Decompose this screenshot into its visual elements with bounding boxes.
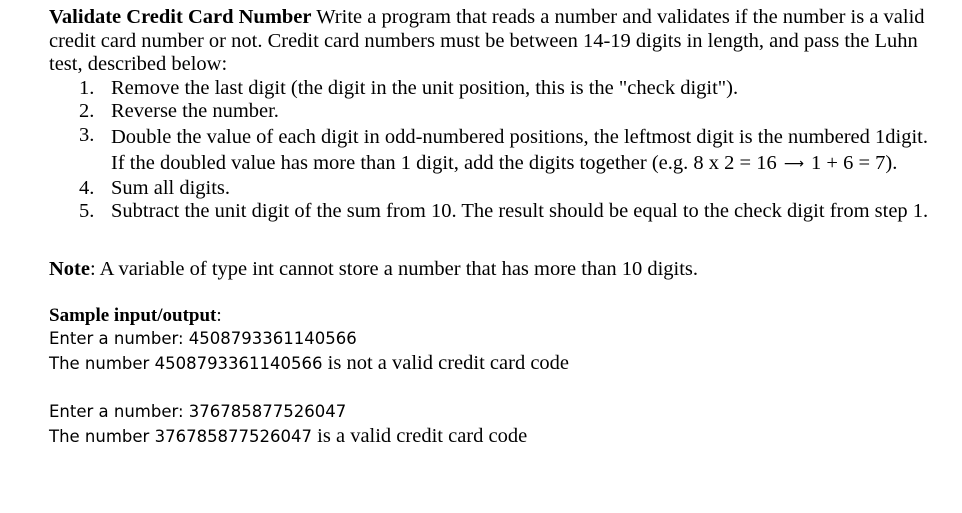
- note-label: Note: [49, 257, 90, 280]
- sample-result-line: [49, 424, 939, 449]
- intro-paragraph: [49, 6, 939, 77]
- sample-run-2: [49, 400, 939, 449]
- note-text: : A variable of type int cannot store a number that has more than 10 digits.: [89, 257, 699, 280]
- step-number: 5.: [79, 200, 95, 222]
- sample-result-prefix: The number 376785877526047: [49, 427, 313, 446]
- step-3: [49, 124, 939, 177]
- luhn-steps-list: [49, 77, 939, 224]
- document-page: [49, 6, 939, 449]
- intro-text: Write a program that reads a number and validates if the number is a valid credit card number or not. Credit card numbers must be between 14-19 digits in length, and pass the Luhn test, described below:: [49, 6, 925, 75]
- sample-heading-label: Sample input/output: [49, 305, 217, 326]
- sample-result-prefix: The number 4508793361140566: [49, 354, 323, 373]
- step-2: [49, 100, 939, 124]
- step-text: Remove the last digit (the digit in the unit position, this is the "check digit").: [111, 76, 739, 99]
- sample-heading-colon: :: [216, 305, 222, 326]
- step-number: 1.: [79, 76, 95, 99]
- step-number: 2.: [79, 100, 95, 122]
- step-1: [49, 77, 939, 101]
- sample-prompt-line: Enter a number: 4508793361140566: [49, 329, 357, 348]
- sample-result-line: [49, 351, 939, 376]
- right-arrow-icon: ⟶: [783, 155, 804, 172]
- step-text: Sum all digits.: [111, 176, 231, 199]
- step-number: 4.: [79, 176, 95, 199]
- step-text: Reverse the number.: [111, 100, 279, 122]
- sample-run-1: [49, 327, 939, 376]
- sample-heading: [49, 305, 939, 327]
- note-paragraph: [49, 258, 939, 282]
- step-text-after-arrow: 1 + 6 = 7).: [811, 151, 898, 174]
- sample-result-suffix: is not a valid credit card code: [322, 352, 570, 374]
- step-number: 3.: [79, 123, 95, 146]
- step-text: Subtract the unit digit of the sum from 10. The result should be equal to the check digit from step 1.: [111, 200, 929, 222]
- sample-result-suffix: is a valid credit card code: [312, 425, 528, 447]
- step-4: [49, 177, 939, 201]
- step-text: [111, 124, 939, 177]
- intro-title: Validate Credit Card Number: [49, 6, 312, 28]
- sample-prompt-line: Enter a number: 376785877526047: [49, 402, 347, 421]
- step-5: [49, 200, 939, 224]
- step-text-before-arrow: Double the value of each digit in odd-numbered positions, the leftmost digit is the numbered 1digit. If the doubled value has more than 1 digit, add the digits together (e.g. 8 x 2 = 16: [111, 125, 928, 174]
